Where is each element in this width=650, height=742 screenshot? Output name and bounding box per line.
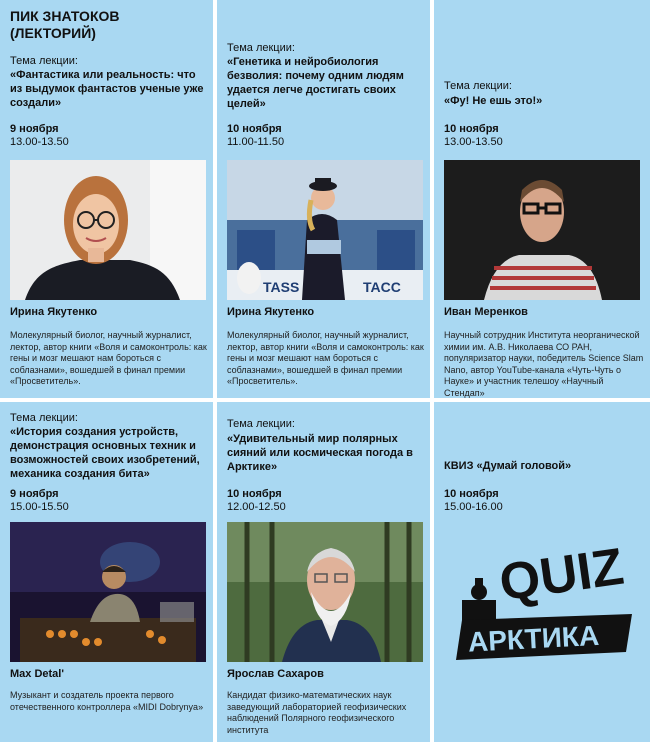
quiz-logo-word2: АРКТИКА — [467, 619, 600, 658]
speaker-bio: Молекулярный биолог, научный журналист, лектор, автор книги «Воля и самоконтроль: как гены и мозг мешают нам бороться с соблазнами», вошедшей в финал премии «Просветитель». — [227, 330, 424, 386]
lecture-card-3 — [434, 0, 650, 398]
lecture-time: 11.00-11.50 — [227, 136, 285, 148]
speaker-name: Ирина Якутенко — [227, 306, 315, 318]
lecture-card-5 — [217, 402, 430, 742]
lecture-time: 12.00-12.50 — [227, 501, 286, 513]
quiz-arktika-logo — [448, 520, 638, 670]
speaker-photo — [444, 160, 640, 300]
speaker-photo — [227, 522, 423, 662]
lecture-card-2 — [217, 0, 430, 398]
quiz-logo-word1: QUIZ — [496, 537, 628, 613]
quiz-date: 10 ноября — [444, 488, 499, 500]
lecture-date: 10 ноября — [227, 123, 282, 135]
lecture-label: Тема лекции: — [10, 412, 78, 424]
lecture-date: 10 ноября — [444, 123, 499, 135]
lecture-title: «Фантастика или реальность: что из выдумок фантастов ученые уже создали» — [10, 69, 204, 109]
quiz-time: 15.00-16.00 — [444, 501, 503, 513]
speaker-name: Max Detal' — [10, 668, 64, 680]
tass-sign-right: TACC — [363, 279, 401, 295]
lecture-label: Тема лекции: — [227, 418, 295, 430]
tass-sign-left: TASS — [263, 279, 300, 295]
speaker-bio: Научный сотрудник Института неорганической химии им. А.В. Николаева СО РАН, популяризатор науки, победитель Science Slam Nano, автор YouTube-канала «Чуть-Чуть о Науке» и участник телешоу «Научный Стендап» — [444, 330, 644, 398]
speaker-photo — [10, 522, 206, 662]
header-title-line1: ПИК ЗНАТОКОВ — [10, 8, 120, 24]
lecture-title: «Фу! Не ешь это!» — [444, 95, 543, 107]
lecture-date: 9 ноября — [10, 488, 59, 500]
lecture-date: 9 ноября — [10, 123, 59, 135]
lecture-time: 13.00-13.50 — [444, 136, 503, 148]
quiz-title: КВИЗ «Думай головой» — [444, 460, 572, 472]
speaker-bio: Кандидат физико-математических наук заведующий лабораторией геофизических наблюдений Полярного геофизического института — [227, 690, 407, 735]
speaker-name: Ярослав Сахаров — [227, 668, 324, 680]
header-title-line2: (ЛЕКТОРИЙ) — [10, 25, 96, 41]
lecture-title: «Генетика и нейробиология безволия: почему одним людям удается легче достигать своих целей» — [227, 56, 404, 110]
lecture-title: «Удивительный мир полярных сияний или космическая погода в Арктике» — [227, 433, 413, 473]
lecture-label: Тема лекции: — [10, 55, 78, 67]
quiz-card — [434, 402, 650, 742]
speaker-name: Ирина Якутенко — [10, 306, 98, 318]
speaker-bio: Музыкант и создатель проекта первого отечественного контроллера «MIDI Dobrynya» — [10, 690, 204, 712]
lecture-time: 13.00-13.50 — [10, 136, 69, 148]
lecture-label: Тема лекции: — [227, 42, 295, 54]
lecture-title: «История создания устройств, демонстрация основных техник и возможностей своих изобретений, механика создания бита» — [10, 426, 200, 480]
speaker-bio: Молекулярный биолог, научный журналист, лектор, автор книги «Воля и самоконтроль: как гены и мозг мешают нам бороться с соблазнами», вошедшей в финал премии «Просветитель». — [10, 330, 207, 386]
speaker-name: Иван Меренков — [444, 306, 528, 318]
lecture-card-1 — [0, 0, 213, 398]
speaker-photo — [227, 160, 423, 300]
lecture-time: 15.00-15.50 — [10, 501, 69, 513]
lecture-label: Тема лекции: — [444, 80, 512, 92]
speaker-photo — [10, 160, 206, 300]
section-header — [10, 8, 120, 42]
lecture-date: 10 ноября — [227, 488, 282, 500]
lecture-card-4 — [0, 402, 213, 742]
